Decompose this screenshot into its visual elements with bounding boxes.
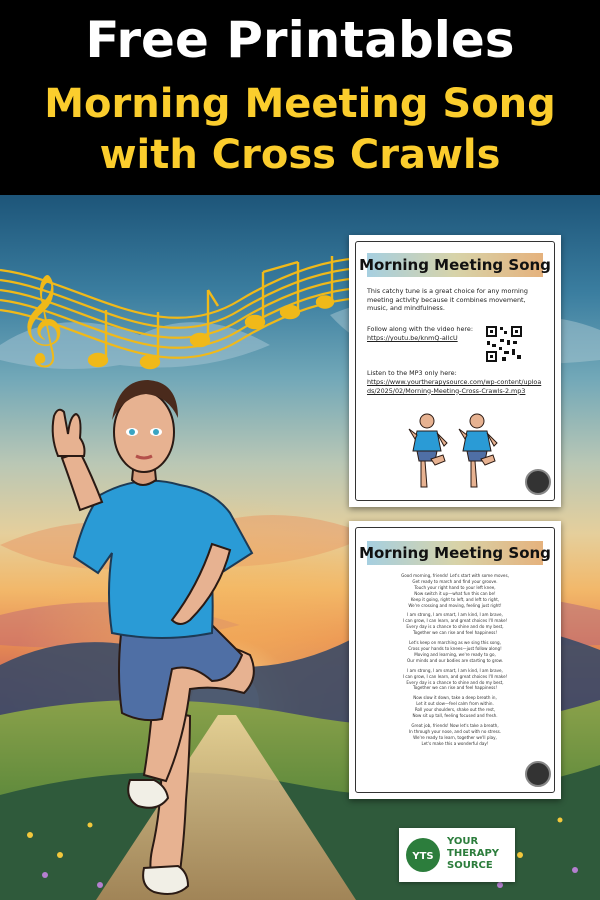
lyric-line: Now slow it down, take a deep breath in, bbox=[413, 695, 497, 701]
yts-logo-icon bbox=[405, 837, 441, 873]
girl-cross-crawl-illustration bbox=[40, 380, 300, 900]
lyric-line: Let it out slow—feel calm from within. bbox=[416, 701, 494, 707]
lyric-line: Our minds and our bodies are starting to grow. bbox=[407, 657, 503, 663]
lyric-line: Keep it going, right to left, and left to right, bbox=[410, 596, 500, 602]
lyric-line: We're crossing and moving, feeling just right! bbox=[408, 602, 502, 608]
lyric-line: Cross your hands to knees—just follow along! bbox=[408, 645, 502, 651]
lyric-line: We're ready to learn, together we'll play, bbox=[413, 734, 497, 740]
mp3-link[interactable]: https://www.yourtherapysource.com/wp-content/uploads/2025/02/Morning-Meeting-Cross-Crawls-2.mp3 bbox=[367, 378, 542, 395]
seal-badge-icon bbox=[525, 469, 551, 495]
lyric-line: In through your nose, and out with no stress. bbox=[408, 728, 502, 734]
printable-card-lyrics bbox=[349, 521, 561, 799]
lyric-line: Now switch it up—what fun this can be! bbox=[414, 590, 496, 596]
lyric-line: Let's make this a wonderful day! bbox=[421, 740, 489, 746]
music-notes-graphic bbox=[0, 240, 360, 400]
card-title: Morning Meeting Song bbox=[359, 256, 551, 274]
card-title: Morning Meeting Song bbox=[359, 544, 551, 562]
lyric-line: I can grow, I can learn, and great choices I'll make! bbox=[402, 618, 508, 624]
logo-line-therapy: THERAPY bbox=[447, 848, 500, 859]
svg-text:𝄞: 𝄞 bbox=[18, 274, 65, 364]
lyric-line: Great job, friends! Now let's take a breath, bbox=[411, 722, 499, 728]
lyric-line: I am strong, I am smart, I am kind, I am brave, bbox=[407, 612, 503, 618]
lyric-line: Moving and learning, we're ready to go, bbox=[414, 651, 496, 657]
lyric-line: Every day is a chance to shine and do my best, bbox=[406, 624, 504, 630]
video-link[interactable]: https://youtu.be/knmQ-aIlcU bbox=[367, 334, 458, 342]
card-intro: This catchy tune is a great choice for any morning meeting activity because it combines movement, music, and mindfulness. bbox=[367, 287, 528, 313]
qr-code-icon bbox=[485, 325, 523, 363]
sunset-scene bbox=[0, 195, 600, 900]
lyric-line: I am strong, I am smart, I am kind, I am brave, bbox=[407, 667, 503, 673]
song-lyrics bbox=[367, 573, 543, 747]
cross-crawl-figures-icon bbox=[405, 411, 505, 493]
your-therapy-source-logo[interactable] bbox=[399, 828, 515, 882]
logo-initials: YTS bbox=[412, 851, 434, 862]
headline-free-printables: Free Printables bbox=[85, 11, 515, 69]
lyric-line: Roll your shoulders, shake out the rest, bbox=[414, 707, 496, 713]
video-label: Follow along with the video here: bbox=[367, 325, 473, 333]
lyric-line: Together we can rise and feel happiness! bbox=[412, 630, 498, 636]
header bbox=[0, 0, 600, 195]
printable-card-info bbox=[349, 235, 561, 507]
lyric-line: Every day is a chance to shine and do my best, bbox=[406, 679, 504, 685]
headline-song-title: Morning Meeting Song bbox=[44, 81, 556, 127]
lyric-line: Get ready to march and find your groove. bbox=[412, 578, 498, 584]
seal-badge-icon bbox=[525, 761, 551, 787]
lyric-line: I can grow, I can learn, and great choices I'll make! bbox=[402, 673, 508, 679]
lyric-line: Now sit up tall, feeling focused and fresh. bbox=[412, 713, 498, 719]
lyric-line: Together we can rise and feel happiness! bbox=[412, 685, 498, 691]
mp3-label: Listen to the MP3 only here: bbox=[367, 369, 457, 377]
lyric-line: Let's keep on marching as we sing this song, bbox=[409, 640, 501, 646]
lyric-line: Good morning, friends! Let's start with some moves, bbox=[401, 573, 509, 578]
logo-line-source: SOURCE bbox=[447, 860, 493, 871]
logo-line-your: YOUR bbox=[447, 836, 479, 847]
lyric-line: Touch your right hand to your left knee, bbox=[414, 584, 496, 590]
headline-cross-crawls: with Cross Crawls bbox=[99, 132, 501, 178]
